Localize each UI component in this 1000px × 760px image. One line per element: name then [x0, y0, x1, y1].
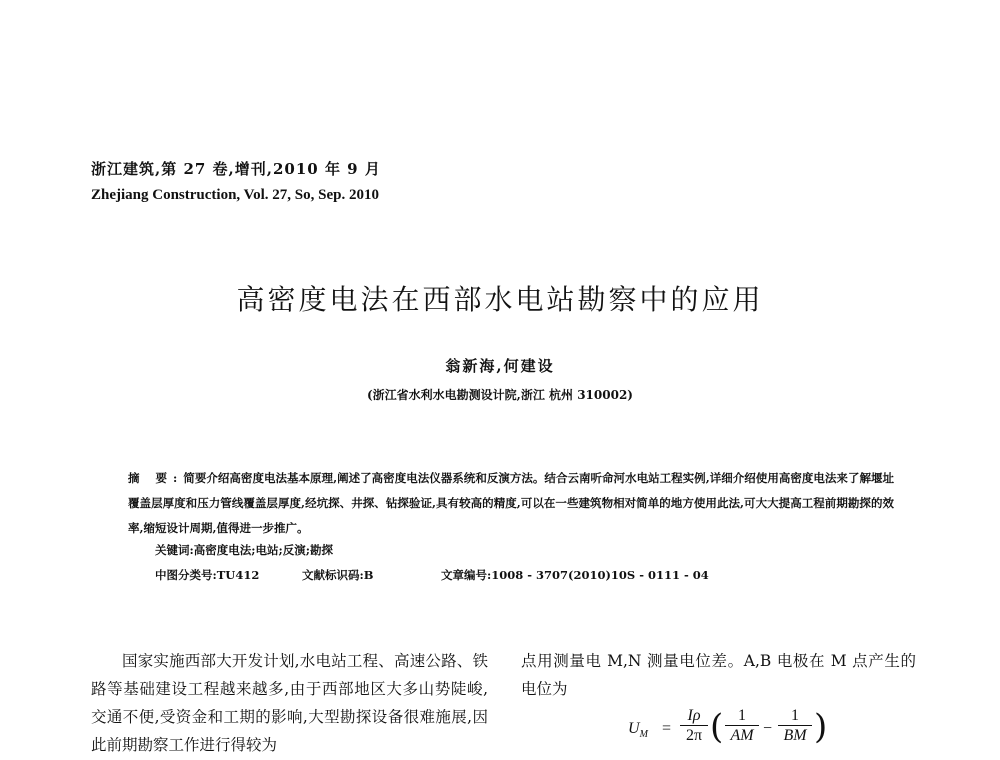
- article-number: 文章编号:1008 - 3707(2010)10S - 0111 - 04: [441, 568, 709, 582]
- abstract: [128, 466, 894, 541]
- affiliation: (浙江省水利水电勘测设计院,浙江 杭州 310002): [367, 388, 633, 402]
- paper-title: 高密度电法在西部水电站勘察中的应用: [236, 283, 764, 316]
- formula-equals: =: [662, 720, 672, 737]
- journal-citation-cn: 浙江建筑,第 27 卷,增刊,2010 年 9 月: [91, 160, 381, 178]
- journal-citation-en: Zhejiang Construction, Vol. 27, So, Sep. 2010: [91, 187, 379, 203]
- formula-fraction-bm: $\frac{1}{BM}$: [778, 706, 812, 745]
- abstract-label: 摘 要:: [128, 471, 184, 485]
- authors: 翁新海,何建设: [445, 357, 555, 375]
- formula-right-paren: ): [814, 707, 828, 747]
- abstract-text: 简要介绍高密度电法基本原理,阐述了高密度电法仪器系统和反演方法。结合云南听命河水电站工程实例,详细介绍使用高密度电法来了解堰址覆盖层厚度和压力管线覆盖层厚度,经坑探、井探、钻探验证,具有较高的精度,可以在一些建筑物相对简单的地方使用此法,可大大提高工程前期勘探的效率,缩短设计周期,值得进一步推广。: [128, 471, 895, 535]
- body-column-left: 国家实施西部大开发计划,水电站工程、高速公路、铁路等基础建设工程越来越多,由于西部地区大多山势陡峻,交通不便,受资金和工期的影响,大型勘探设备很难施展,因此前期勘察工作进行得较为: [91, 652, 488, 754]
- potential-formula: [628, 706, 828, 756]
- clc-number: 中图分类号:TU412: [155, 568, 260, 582]
- document-code: 文献标识码:B: [302, 568, 374, 582]
- formula-left-paren: (: [710, 707, 724, 747]
- formula-fraction-am: $\frac{1}{AM}$: [725, 706, 759, 745]
- formula-lhs: $U_M$: [628, 720, 648, 741]
- keywords: 关键词:高密度电法;电站;反演;勘探: [155, 543, 333, 557]
- formula-minus: −: [763, 720, 773, 737]
- formula-fraction-current: $\frac{I\rho}{2\pi}$: [680, 706, 708, 745]
- body-column-right: 点用测量电 M,N 测量电位差。A,B 电极在 M 点产生的电位为: [521, 652, 916, 698]
